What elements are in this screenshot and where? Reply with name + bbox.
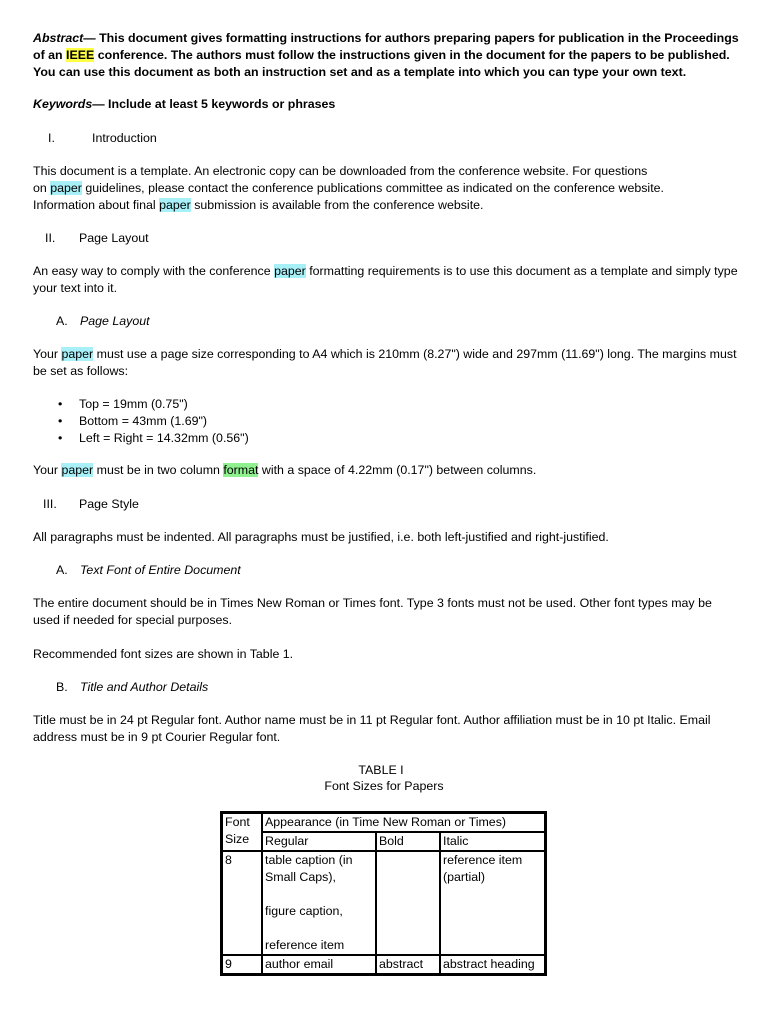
table-row <box>222 955 545 974</box>
subsection-title: Title and Author Details <box>80 680 209 694</box>
cell-line: (partial) <box>443 870 485 884</box>
list-item: • Top = 19mm (0.75") <box>58 396 249 413</box>
table-cell-bold: abstract <box>376 955 440 974</box>
page-layout-paragraph <box>33 263 740 297</box>
abstract-text-1: This document gives formatting instructions for authors preparing papers for publication in the Proceedings of an <box>33 31 739 62</box>
highlight-paper: paper <box>274 264 306 278</box>
highlight-ieee: IEEE <box>66 48 95 62</box>
paragraph-text: Your <box>33 347 62 361</box>
margin-list <box>58 396 249 447</box>
list-item: • Left = Right = 14.32mm (0.56") <box>58 430 249 447</box>
intro-text: guidelines, please contact the conference publications committee as indicated on the conference website. <box>81 181 664 195</box>
paragraph-text: formatting requirements is to use this document as a template and simply type your text into it. <box>33 264 738 295</box>
abstract-paragraph <box>33 30 740 81</box>
intro-line-1: This document is a template. An electronic copy can be downloaded from the conference website. For questions <box>33 164 648 178</box>
highlight-paper: paper <box>61 463 94 477</box>
title-author-paragraph: Title must be in 24 pt Regular font. Author name must be in 11 pt Regular font. Author affiliation must be in 10 pt Italic. Email address must be in 9 pt Courier Regular font. <box>33 713 711 744</box>
table-cell-italic: abstract heading <box>440 955 545 974</box>
intro-line-2 <box>33 180 740 197</box>
subsection-title: Page Layout <box>80 314 150 328</box>
header-cell-bold: Bold <box>376 832 440 851</box>
keywords-paragraph <box>33 96 740 113</box>
table-cell-regular <box>262 851 376 955</box>
paragraph-text: must be in two column <box>93 463 224 477</box>
column-format-paragraph <box>33 462 740 479</box>
text-font-paragraph: The entire document should be in Times New Roman or Times font. Type 3 fonts must not be used. Other font types may be used if needed for special purposes. <box>33 596 712 627</box>
header-cell-regular: Regular <box>262 832 376 851</box>
section-heading-page-style <box>43 496 740 513</box>
page-style-paragraph: All paragraphs must be indented. All paragraphs must be justified, i.e. both left-justified and right-justified. <box>33 530 609 544</box>
subsection-title: Text Font of Entire Document <box>80 563 241 577</box>
table-cell-size: 8 <box>222 851 262 955</box>
keywords-text: — Include at least 5 keywords or phrases <box>92 97 336 111</box>
section-title: Introduction <box>92 131 157 145</box>
table-cell-regular: author email <box>262 955 376 974</box>
section-heading-introduction <box>48 130 740 147</box>
highlight-paper: paper <box>159 198 191 212</box>
table-caption-number: TABLE I <box>358 763 404 777</box>
cell-line: table caption (in <box>265 853 353 867</box>
section-number: II. <box>45 231 56 245</box>
section-number: I. <box>48 131 55 145</box>
paragraph-text: with a space of 4.22mm (0.17") between columns. <box>258 463 537 477</box>
table-cell-italic <box>440 851 545 955</box>
paragraph-text: An easy way to comply with the conference <box>33 264 275 278</box>
section-title: Page Style <box>79 497 139 511</box>
table-row <box>222 813 545 832</box>
intro-text: submission is available from the conference website. <box>190 198 484 212</box>
subsection-heading-text-font <box>56 562 740 579</box>
header-text: Size <box>225 832 250 846</box>
intro-line-3 <box>33 197 740 214</box>
section-number: III. <box>43 497 57 511</box>
highlight-format: format <box>223 463 259 477</box>
section-title: Page Layout <box>79 231 149 245</box>
cell-line: reference item <box>265 938 345 952</box>
header-cell-appearance: Appearance (in Time New Roman or Times) <box>262 813 545 832</box>
header-cell-italic: Italic <box>440 832 545 851</box>
subsection-number: A. <box>56 314 68 328</box>
table-cell-size: 9 <box>222 955 262 974</box>
table-cell-bold <box>376 851 440 955</box>
table-caption-title: Font Sizes for Papers <box>324 779 444 793</box>
cell-line: reference item <box>443 853 523 867</box>
intro-text: Information about final <box>33 198 160 212</box>
table-row <box>222 851 545 955</box>
abstract-label: Abstract <box>33 31 84 45</box>
subsection-number: B. <box>56 680 68 694</box>
cell-line: figure caption, <box>265 904 343 918</box>
subsection-heading-title-author <box>56 679 740 696</box>
paragraph-text: Your <box>33 463 62 477</box>
abstract-dash: — <box>83 31 100 45</box>
page-size-paragraph <box>33 346 740 380</box>
table-row <box>222 832 545 851</box>
font-sizes-paragraph: Recommended font sizes are shown in Table 1. <box>33 647 294 661</box>
list-item: • Bottom = 43mm (1.69") <box>58 413 249 430</box>
highlight-paper: paper <box>61 347 94 361</box>
subsection-heading-page-layout <box>56 313 740 330</box>
section-heading-page-layout <box>45 230 740 247</box>
introduction-paragraph <box>33 163 740 214</box>
cell-line: Small Caps), <box>265 870 336 884</box>
highlight-paper: paper <box>50 181 82 195</box>
header-cell-font-size <box>222 813 262 851</box>
header-text: Font <box>225 815 250 829</box>
intro-text: on <box>33 181 51 195</box>
font-sizes-table <box>220 811 547 976</box>
keywords-label: Keywords <box>33 97 93 111</box>
subsection-number: A. <box>56 563 68 577</box>
paragraph-text: must use a page size corresponding to A4 which is 210mm (8.27") wide and 297mm (11.69") long. The margins must be set as follows: <box>33 347 737 378</box>
abstract-text-2: conference. The authors must follow the instructions given in the document for the papers to be published. You can use this document as both an instruction set and as a template into which you can type your own text. <box>33 48 730 79</box>
